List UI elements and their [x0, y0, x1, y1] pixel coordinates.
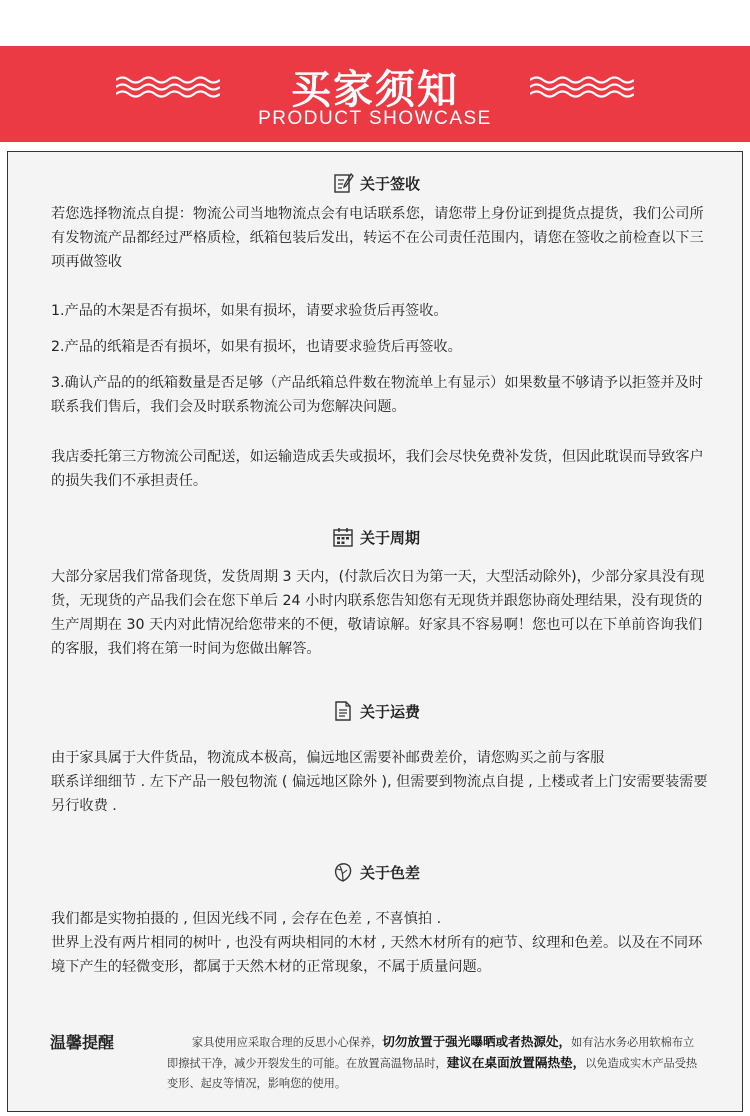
- section-heading-signing: [8, 171, 744, 195]
- pencil-note-icon: [332, 172, 354, 194]
- section-title: 关于运费: [359, 702, 420, 721]
- section-title: 关于签收: [359, 174, 420, 193]
- paragraph: 大部分家居我们常备现货，发货周期 3 天内，(付款后次日为第一天，大型活动除外)，少部分家具没有现货，无现货的产品我们会在您下单后 24 小时内联系您告知您有无现货并跟您协商处理结果，没有现货的生产周期在 30 天内对此情况给您带来的不便，敬请谅解。好家具不容易啊！您也可以在下单前咨询我们的客服，我们将在第一时间为您做出解答。: [51, 569, 705, 657]
- reminder-text-part: 家具使用应采取合理的反思小心保养，: [192, 1036, 383, 1049]
- paragraph: 联系详细细节 . 左下产品一般包物流 ( 偏远地区除外 ), 但需要到物流点自提 , 上楼或者上门安需要装需要另行收费 .: [51, 774, 708, 814]
- document-icon: [332, 700, 354, 722]
- paragraph: 3.确认产品的的纸箱数量是否足够（产品纸箱总件数在物流单上有显示）如果数量不够请予以拒签并及时联系我们售后，我们会及时联系物流公司为您解决问题。: [51, 375, 703, 415]
- paragraph: 由于家具属于大件货品，物流成本极高，偏远地区需要补邮费差价，请您购买之前与客服: [51, 750, 605, 766]
- calendar-icon: [332, 526, 354, 548]
- reminder-text-part: 以免造成实木产品受热变形、起皮等情况，影响您的使用。: [167, 1057, 698, 1090]
- reminder-bold-part: 切勿放置于强光曝晒或者热源处，: [382, 1034, 572, 1049]
- paragraph: 若您选择物流点自提：物流公司当地物流点会有电话联系您，请您带上身份证到提货点提货，我们公司所有发物流产品都经过严格质检，纸箱包装后发出，转运不在公司责任范围内，请您在签收之前检查以下三项再做签收: [51, 206, 704, 270]
- paragraph: 2.产品的纸箱是否有损坏，如果有损坏，也请要求验货后再签收。: [51, 339, 462, 355]
- reminder-text: [167, 1032, 702, 1094]
- section-heading-color: [8, 860, 744, 884]
- paragraph: 我店委托第三方物流公司配送，如运输造成丢失或损坏，我们会尽快免费补发货，但因此耽误而导致客户的损失我们不承担责任。: [51, 449, 704, 489]
- reminder-text-part: 如有沾水务必用软棉布立即擦拭干净，减少开裂发生的可能。在放置高温物品时，: [167, 1036, 695, 1070]
- section-title: 关于周期: [359, 528, 420, 547]
- section-heading-shipping: [8, 699, 744, 723]
- reminder-label: 温馨提醒: [50, 1033, 115, 1052]
- page-title: 买家须知: [291, 67, 459, 113]
- wave-lines-icon: [530, 74, 634, 100]
- paragraph: 我们都是实物拍摄的 , 但因光线不同 , 会存在色差 , 不喜慎拍 .: [51, 911, 442, 927]
- page-subtitle: PRODUCT SHOWCASE: [258, 108, 492, 129]
- section-title: 关于色差: [359, 863, 420, 882]
- paragraph: 1.产品的木架是否有损坏，如果有损坏，请要求验货后再签收。: [51, 303, 448, 319]
- leaf-icon: [332, 861, 354, 883]
- reminder-bold-part: 建议在桌面放置隔热垫，: [446, 1055, 586, 1070]
- notice-panel: [7, 151, 743, 1112]
- section-heading-cycle: [8, 525, 744, 549]
- paragraph: 世界上没有两片相同的树叶 , 也没有两块相同的木材 , 天然木材所有的疤节、纹理和色差。以及在不同环境下产生的轻微变形，都属于天然木材的正常现象，不属于质量问题。: [51, 935, 703, 975]
- header-banner: [0, 46, 750, 142]
